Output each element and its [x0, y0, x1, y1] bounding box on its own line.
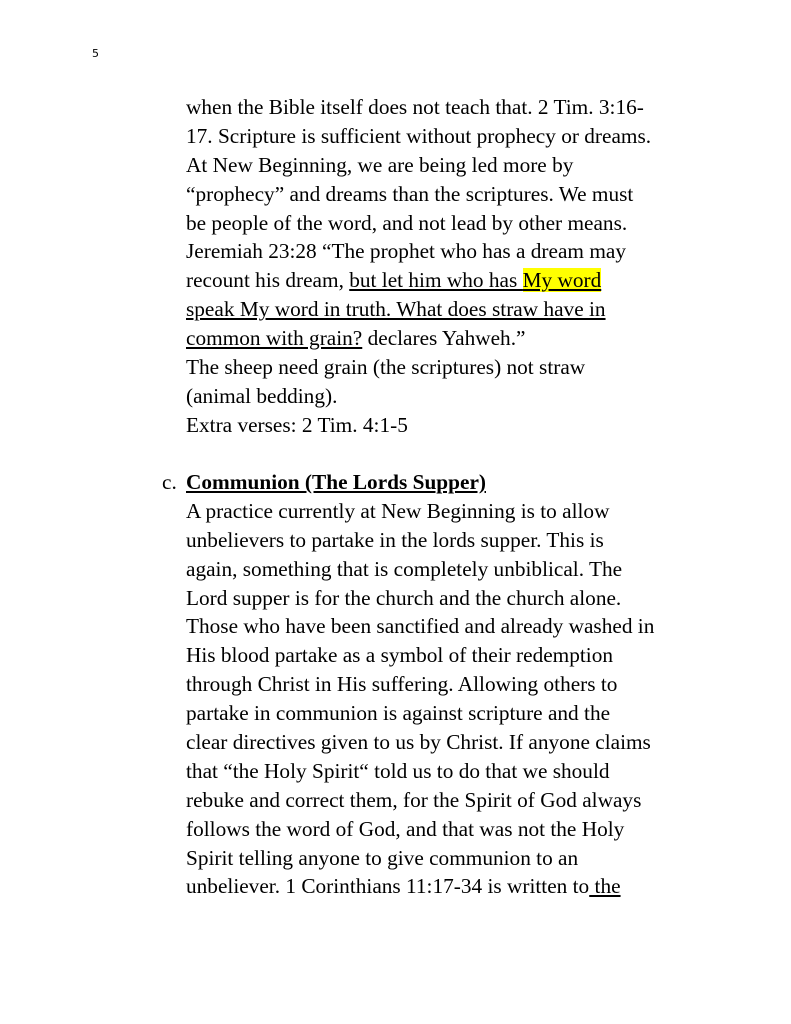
text-line: again, something that is completely unbiblical. The: [186, 556, 623, 581]
text-line: [186, 324, 746, 353]
underlined-text: common with grain?: [186, 326, 363, 351]
underlined-text: but let him who has: [349, 268, 523, 293]
text-line: that “the Holy Spirit“ told us to do that we should: [186, 758, 610, 783]
text-line: when the Bible itself does not teach that. 2 Tim. 3:16-: [186, 95, 644, 119]
section-c: [186, 468, 746, 901]
underlined-quote: [349, 268, 601, 292]
text-line: unbelievers to partake in the lords supper. This is: [186, 527, 604, 552]
underlined-text: speak My word in truth. What does straw have in: [186, 297, 606, 322]
text-line: Extra verses: 2 Tim. 4:1-5: [186, 412, 408, 437]
plain-text: recount his dream,: [186, 268, 350, 293]
plain-text: unbeliever. 1 Corinthians 11:17-34 is written to: [186, 874, 590, 899]
text-line: Spirit telling anyone to give communion to an: [186, 845, 579, 870]
text-line: [186, 295, 746, 324]
text-line: clear directives given to us by Christ. If anyone claims: [186, 730, 651, 755]
highlighted-text: My word: [522, 268, 602, 293]
page-number: 5: [92, 47, 99, 60]
top-paragraph: [186, 93, 746, 440]
text-line: A practice currently at New Beginning is to allow: [186, 498, 610, 523]
text-line: “prophecy” and dreams than the scriptures. We must: [186, 181, 634, 206]
text-line: be people of the word, and not lead by other means.: [186, 210, 628, 235]
plain-text: declares Yahweh.”: [362, 326, 526, 351]
text-line: Those who have been sanctified and already washed in: [186, 614, 655, 639]
text-line: 17. Scripture is sufficient without prophecy or dreams.: [186, 123, 652, 148]
text-line: [186, 266, 746, 295]
text-line: follows the word of God, and that was not the Holy: [186, 816, 625, 841]
text-line: rebuke and correct them, for the Spirit of God always: [186, 787, 642, 812]
text-line: At New Beginning, we are being led more by: [186, 152, 574, 177]
list-marker: c.: [162, 470, 177, 494]
text-line: partake in communion is against scripture and the: [186, 701, 611, 726]
text-line: [186, 872, 746, 901]
heading-text: Communion (The Lords Supper): [186, 470, 486, 494]
text-line: Jeremiah 23:28 “The prophet who has a dream may: [186, 239, 626, 264]
text-line: (animal bedding).: [186, 383, 338, 408]
text-line: Lord supper is for the church and the church alone.: [186, 585, 622, 610]
text-line: His blood partake as a symbol of their redemption: [186, 643, 614, 668]
section-heading: [186, 468, 746, 497]
underlined-text: the: [589, 874, 621, 899]
text-line: through Christ in His suffering. Allowing others to: [186, 672, 618, 697]
text-line: The sheep need grain (the scriptures) not straw: [186, 355, 586, 380]
